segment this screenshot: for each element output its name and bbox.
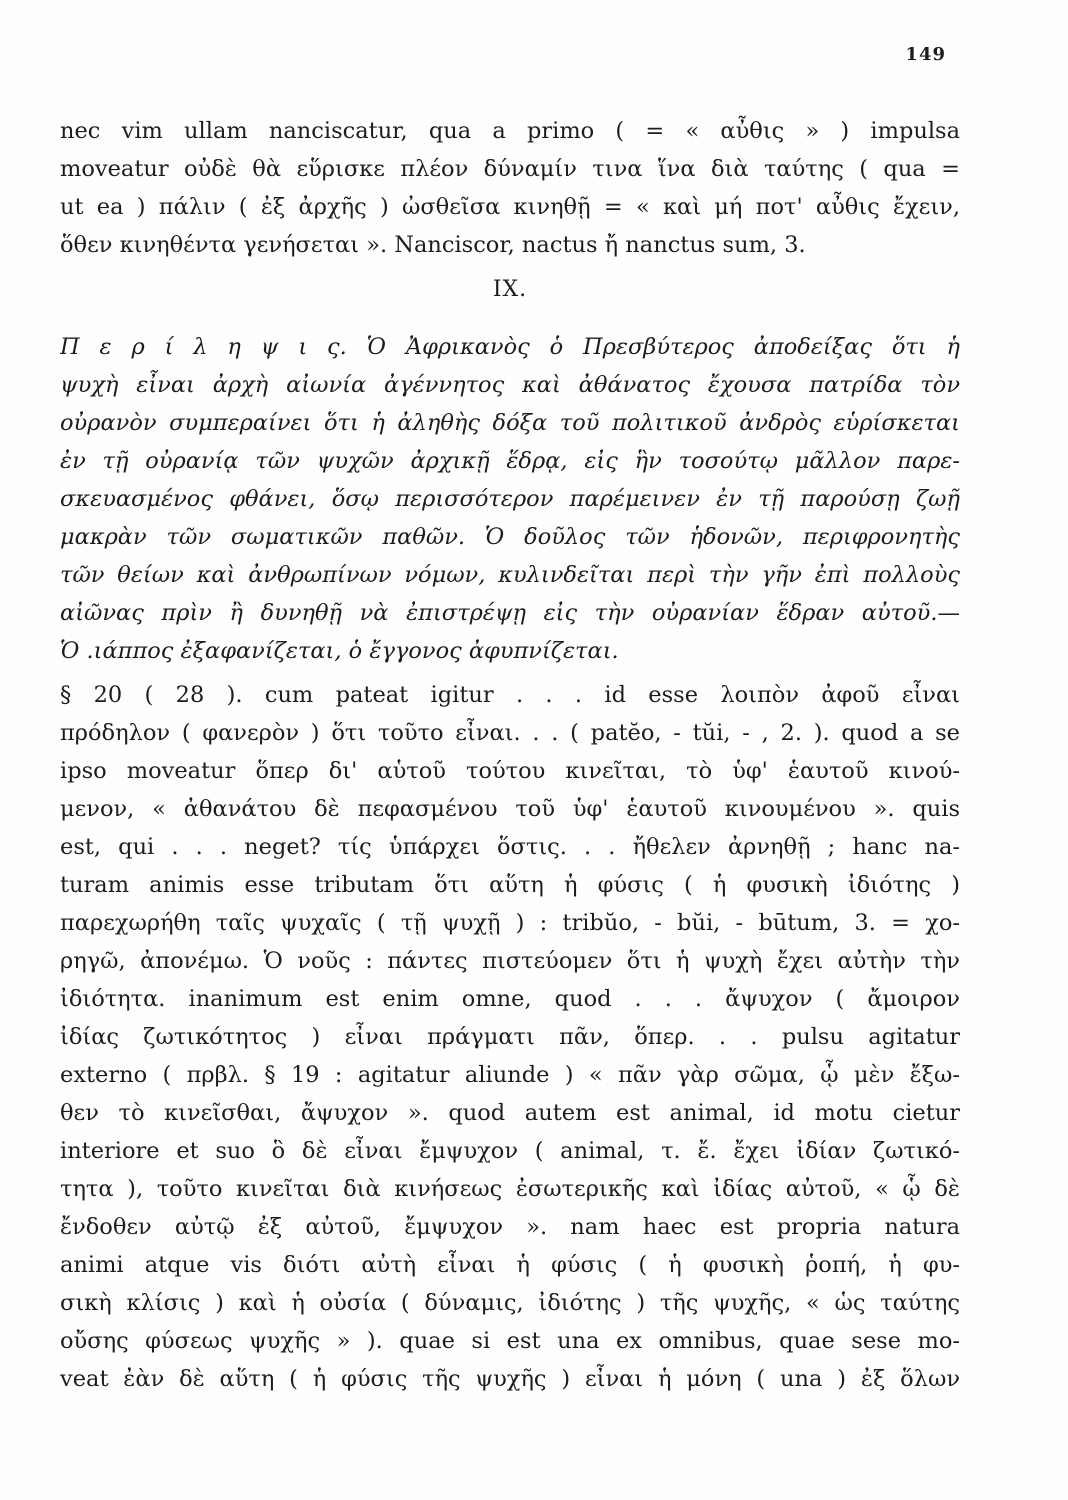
text-line: veat ἐὰν δὲ αὕτη ( ἡ φύσις τῆς ψυχῆς ) εἶναι ἡ μόνη ( una ) ἐξ ὅλων xyxy=(60,1366,960,1392)
text-line: οὐρανὸν συμπεραίνει ὅτι ἡ ἀληθὴς δόξα τοῦ πολιτικοῦ ἀνδρὸς εὑρίσκεται xyxy=(60,410,960,436)
text-line: τητα ), τοῦτο κινεῖται διὰ κινήσεως ἐσωτερικῆς καὶ ἰδίας αὐτοῦ, « ᾧ δὲ xyxy=(60,1176,960,1202)
text-line: ἰδίας ζωτικότητος ) εἶναι πράγματι πᾶν, ὅπερ. . . pulsu agitatur xyxy=(60,1024,960,1050)
text-line: animi atque vis διότι αὐτὴ εἶναι ἡ φύσις ( ἡ φυσικὴ ῥοπή, ἡ φυ- xyxy=(60,1252,960,1278)
page-number: 149 xyxy=(905,44,946,65)
paragraph-summary xyxy=(60,328,960,670)
text-line: ψυχὴ εἶναι ἀρχὴ αἰωνία ἀγέννητος καὶ ἀθάνατος ἔχουσα πατρίδα τὸν xyxy=(60,372,960,398)
text-line: Ὁ .ιάππος ἐξαφανίζεται, ὁ ἔγγονος ἀφυπνίζεται. xyxy=(60,638,619,664)
text-line: est, qui . . . neget? τίς ὑπάρχει ὅστις. . . ἤθελεν ἀρνηθῇ ; hanc na- xyxy=(60,834,960,860)
text-line: ἐν τῇ οὐρανίᾳ τῶν ψυχῶν ἀρχικῇ ἕδρᾳ, εἰς ἣν τοσούτῳ μᾶλλον παρε- xyxy=(60,448,960,474)
text-line: οὔσης φύσεως ψυχῆς » ). quae si est una ex omnibus, quae sese mo- xyxy=(60,1328,960,1354)
text-line: moveatur οὐδὲ θὰ εὕρισκε πλέον δύναμίν τινα ἵνα διὰ ταύτης ( qua = xyxy=(60,156,960,182)
text-block xyxy=(60,112,960,1398)
text-line: παρεχωρήθη ταῖς ψυχαῖς ( τῇ ψυχῇ ) : tribŭo, - bŭi, - būtum, 3. = χο- xyxy=(60,910,960,936)
text-line: ἔνδοθεν αὐτῷ ἐξ αὐτοῦ, ἔμψυχον ». nam haec est propria natura xyxy=(60,1214,960,1240)
text-line: ipso moveatur ὅπερ δι' αὑτοῦ τούτου κινεῖται, τὸ ὑφ' ἑαυτοῦ κινού- xyxy=(60,758,960,784)
text-line: μενον, « ἀθανάτου δὲ πεφασμένου τοῦ ὑφ' ἑαυτοῦ κινουμένου ». quis xyxy=(60,796,960,822)
text-line: ἰδιότητα. inanimum est enim omne, quod . . . ἄψυχον ( ἄμοιρον xyxy=(60,986,960,1012)
text-line: turam animis esse tributam ὅτι αὕτη ἡ φύσις ( ἡ φυσικὴ ἰδιότης ) xyxy=(60,872,960,898)
text-line: μακρὰν τῶν σωματικῶν παθῶν. Ὁ δοῦλος τῶν ἡδονῶν, περιφρονητὴς xyxy=(60,524,960,550)
section-heading: IX. xyxy=(492,277,528,302)
text-line: αἰῶνας πρὶν ἢ δυνηθῇ νὰ ἐπιστρέψῃ εἰς τὴν οὐρανίαν ἕδραν αὐτοῦ.— xyxy=(60,600,960,626)
text-line: nec vim ullam nanciscatur, qua a primo ( = « αὖθις » ) impulsa xyxy=(60,118,960,144)
text-line: πρόδηλον ( φανερὸν ) ὅτι τοῦτο εἶναι. . . ( patĕo, - tŭi, - , 2. ). quod a se xyxy=(60,720,960,746)
text-line: ὅθεν κινηθέντα γενήσεται ». Nanciscor, nactus ἤ nanctus sum, 3. xyxy=(60,232,806,258)
text-line: σκευασμένος φθάνει, ὅσῳ περισσότερον παρέμεινεν ἐν τῇ παρούσῃ ζωῇ xyxy=(60,486,960,512)
text-line: ρηγῶ, ἀπονέμω. Ὁ νοῦς : πάντες πιστεύομεν ὅτι ἡ ψυχὴ ἔχει αὐτὴν τὴν xyxy=(60,948,960,974)
text-line: θεν τὸ κινεῖσθαι, ἄψυχον ». quod autem est animal, id motu cietur xyxy=(60,1100,960,1126)
text-line: Π ε ρ ί λ η ψ ι ς. Ὁ Ἀφρικανὸς ὁ Πρεσβύτερος ἀποδείξας ὅτι ἡ xyxy=(60,334,960,360)
text-line: § 20 ( 28 ). cum pateat igitur . . . id esse λοιπὸν ἀφοῦ εἶναι xyxy=(60,682,960,708)
text-line: τῶν θείων καὶ ἀνθρωπίνων νόμων, κυλινδεῖται περὶ τὴν γῆν ἐπὶ πολλοὺς xyxy=(60,562,960,588)
text-line: interiore et suo ὃ δὲ εἶναι ἔμψυχον ( animal, τ. ἔ. ἔχει ἰδίαν ζωτικό- xyxy=(60,1138,960,1164)
text-line: ut ea ) πάλιν ( ἐξ ἀρχῆς ) ὠσθεῖσα κινηθῇ = « καὶ μή ποτ' αὖθις ἔχειν, xyxy=(60,194,960,220)
text-line: σικὴ κλίσις ) καὶ ἡ οὐσία ( δύναμις, ἰδιότης ) τῆς ψυχῆς, « ὡς ταύτης xyxy=(60,1290,960,1316)
text-line: externo ( πρβλ. § 19 : agitatur aliunde ) « πᾶν γὰρ σῶμα, ᾧ μὲν ἔξω- xyxy=(60,1062,960,1088)
paragraph-commentary-end xyxy=(60,112,960,264)
paragraph-section-20 xyxy=(60,676,960,1398)
